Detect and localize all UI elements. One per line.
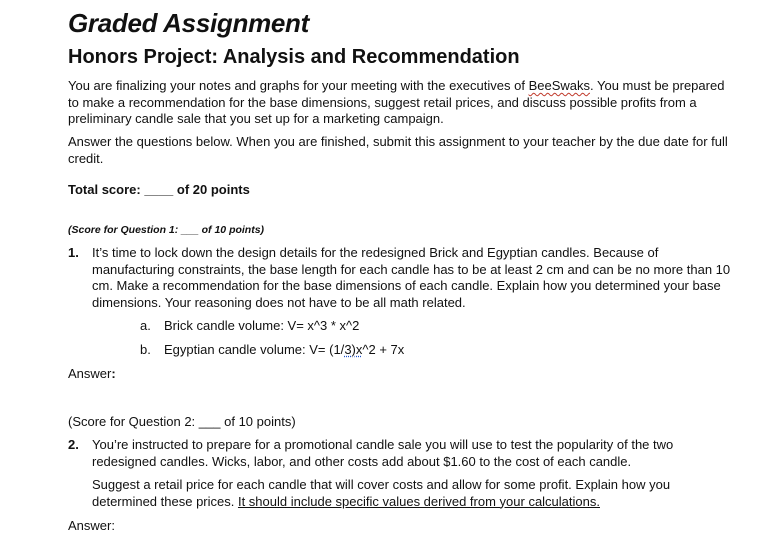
- q2-text-2-underlined: It should include specific values derived from your calculations.: [237, 493, 600, 509]
- intro-paragraph: [68, 78, 738, 128]
- q2-score-label: (Score for Question 2:: [68, 414, 196, 429]
- q2-score-blank: ___: [198, 414, 221, 429]
- total-score-blank: ____: [144, 182, 174, 197]
- intro-text-end: . You must be prepared to make a recommendation for the base dimensions, suggest retail prices, and discuss possible profits from a preliminary candle sale that you set up for a marketing campaign.: [68, 78, 725, 126]
- q1-answer-label: [68, 366, 116, 381]
- q2-text-2-start: Suggest a retail price for each candle that will cover costs and allow for some profit. Explain how you determined these prices.: [92, 477, 671, 509]
- total-score-line: [68, 182, 250, 197]
- q1-item-a-text: Brick candle volume: V= x^3 * x^2: [164, 318, 360, 333]
- q1-answer-colon: :: [111, 366, 116, 381]
- total-score-suffix: of 20 points: [176, 182, 250, 197]
- q2-answer-label: Answer:: [68, 518, 115, 533]
- q1-item-a-marker: a.: [140, 318, 151, 333]
- q1-answer-word: Answer: [68, 366, 112, 381]
- q1-score-blank: ___: [181, 224, 199, 236]
- instructions-paragraph: Answer the questions below. When you are finished, submit this assignment to your teacher by the due date for full credit.: [68, 134, 728, 166]
- page-title: Graded Assignment: [68, 8, 309, 38]
- q2-text-2: [92, 477, 738, 510]
- q2-score-line: [68, 414, 296, 429]
- q1-item-b-text: [164, 342, 404, 357]
- q2-text: You’re instructed to prepare for a promotional candle sale you will use to test the popularity of the two redesigned candles. Wicks, labor, and other costs add about $1.60 to the cost of each candle.: [92, 437, 674, 469]
- q1-item-b-text-start: Egyptian candle volume: V= (1/: [164, 342, 345, 357]
- q1-score-suffix: of 10 points): [201, 224, 265, 236]
- q1-item-b-marker: b.: [140, 342, 151, 357]
- q1-item-b-text-end: ^2 + 7x: [362, 342, 405, 357]
- total-score-label: Total score:: [68, 182, 141, 197]
- q2-score-suffix: of 10 points): [224, 414, 296, 429]
- q1-score-line: [68, 224, 264, 236]
- q1-number: 1.: [68, 245, 79, 260]
- q1-score-label: (Score for Question 1:: [68, 224, 179, 236]
- q1-text: It’s time to lock down the design details for the redesigned Brick and Egyptian candles. Because of manufacturing constraints, the base length for each candle has to be at least 2 cm and can be no more than 10 cm. Make a recommendation for the base dimensions of each candle. Explain how you determined your base dimensions. Your reasoning does not have to be all math related.: [92, 245, 731, 310]
- intro-text-start: You are finalizing your notes and graphs for your meeting with the executives of: [68, 78, 529, 93]
- page-subtitle: Honors Project: Analysis and Recommendation: [68, 46, 520, 68]
- brand-name: BeeSwaks: [528, 78, 590, 93]
- q1-item-b-text-marked: 3)x: [344, 342, 363, 357]
- q2-number: 2.: [68, 437, 79, 452]
